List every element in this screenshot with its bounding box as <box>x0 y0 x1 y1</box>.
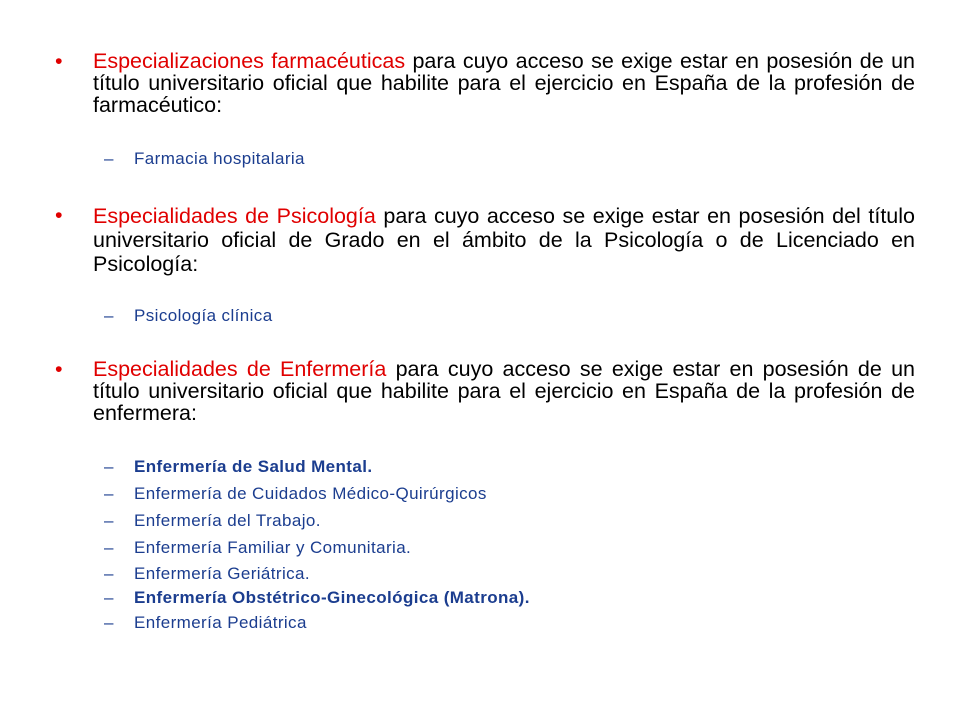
bullet-highlight: Especialidades de Enfermería <box>93 357 387 381</box>
bullet-marker: • <box>55 203 63 227</box>
sub-dash: – <box>104 511 114 530</box>
sub-item-trabajo <box>104 511 804 531</box>
bullet-highlight: Especializaciones farmacéuticas <box>93 49 406 73</box>
sub-item-salud-mental <box>104 457 804 477</box>
bullet-text <box>93 358 915 424</box>
bullet-text <box>93 204 915 276</box>
bullet-highlight: Especialidades de Psicología <box>93 204 376 228</box>
sub-dash: – <box>104 564 114 583</box>
sub-label: Psicología clínica <box>134 306 273 325</box>
bullet-rest: para cuyo acceso se exige estar en posesión de un título universitario oficial que habilite para el ejercicio en España de la profesión de enfermera: <box>93 357 916 425</box>
sub-label: Enfermería Familiar y Comunitaria. <box>134 538 412 557</box>
sub-dash: – <box>104 457 114 476</box>
sub-item-cuidados-medico-quirurgicos <box>104 484 804 504</box>
sub-dash: – <box>104 613 114 632</box>
bullet-text <box>93 50 915 116</box>
sub-label: Enfermería del Trabajo. <box>134 511 321 530</box>
bullet-psicologia <box>55 204 915 276</box>
sub-item-familiar-comunitaria <box>104 538 804 558</box>
bullet-marker: • <box>55 357 63 381</box>
sub-dash: – <box>104 306 114 325</box>
sub-dash: – <box>104 538 114 557</box>
bullet-rest: para cuyo acceso se exige estar en posesión de un título universitario oficial que habilite para el ejercicio en España de la profesión de farmacéutico: <box>93 49 915 117</box>
sub-item-farmacia-hospitalaria <box>104 149 804 169</box>
sub-label: Enfermería Geriátrica. <box>134 564 311 583</box>
bullet-marker: • <box>55 49 63 73</box>
sub-label: Enfermería de Salud Mental. <box>134 457 373 476</box>
sub-dash: – <box>104 484 114 503</box>
sub-item-pediatrica <box>104 613 804 633</box>
sub-label: Enfermería de Cuidados Médico-Quirúrgicos <box>134 484 487 503</box>
sub-dash: – <box>104 588 114 607</box>
bullet-enfermeria <box>55 358 915 424</box>
sub-dash: – <box>104 149 114 168</box>
bullet-farmaceuticas <box>55 50 915 116</box>
sub-label: Enfermería Pediátrica <box>134 613 307 632</box>
sub-label: Farmacia hospitalaria <box>134 149 305 168</box>
sub-label: Enfermería Obstétrico-Ginecológica (Matrona). <box>134 588 530 607</box>
bullet-rest: para cuyo acceso se exige estar en posesión del título universitario oficial de Grado en el ámbito de la Psicología o de Licenciado en Psicología: <box>93 204 915 276</box>
sub-item-psicologia-clinica <box>104 306 804 326</box>
sub-item-obstetrico-ginecologica <box>104 588 804 608</box>
sub-item-geriatrica <box>104 564 804 584</box>
